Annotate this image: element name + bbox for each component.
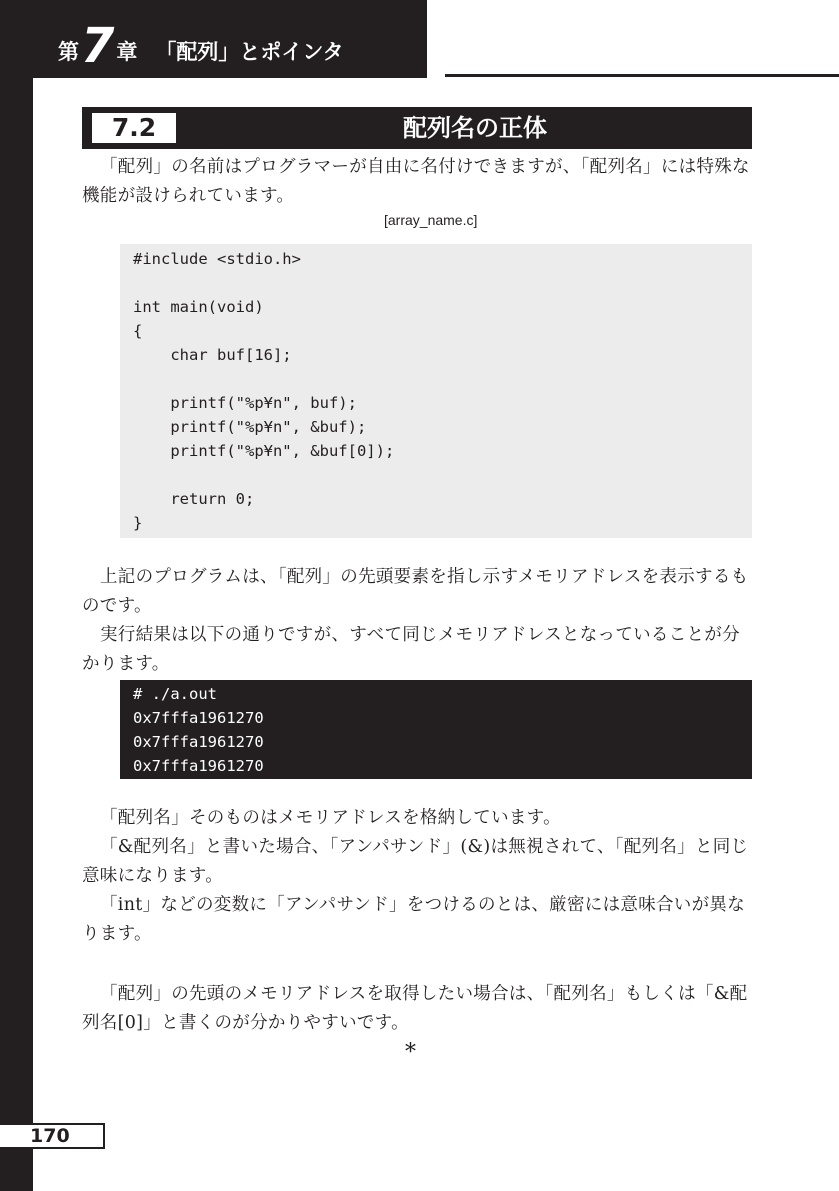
section-number: 7.2 bbox=[92, 113, 176, 143]
intro-paragraph: 「配列」の名前はプログラマーが自由に名付けできますが、「配列名」には特殊な機能が設けられています。 bbox=[82, 157, 750, 206]
terminal-output bbox=[120, 680, 752, 779]
terminal-text: # ./a.out 0x7fffa1961270 0x7fffa1961270 0x7fffa1961270 bbox=[133, 685, 264, 775]
section-end-separator: * bbox=[405, 1040, 416, 1065]
page-number: 170 bbox=[0, 1123, 105, 1149]
left-margin-bar bbox=[0, 0, 33, 1191]
chapter-prefix: 第 bbox=[58, 40, 79, 64]
paragraph-3: 「int」などの変数に「アンパサンド」をつけるのとは、厳密には意味合いが異なります。 bbox=[82, 895, 745, 944]
code-listing bbox=[120, 244, 752, 538]
paragraph-4: 「配列」の先頭のメモリアドレスを取得したい場合は、「配列名」もしくは「&配列名[0]」と書くのが分かりやすいです。 bbox=[82, 984, 748, 1033]
paragraph-1: 「配列名」そのものはメモリアドレスを格納しています。 bbox=[100, 808, 561, 828]
paragraph-2: 「&配列名」と書いた場合、「アンパサンド」(&)は無視されて、「配列名」と同じ意味になります。 bbox=[82, 837, 749, 886]
result-intro-paragraph: 実行結果は以下の通りですが、すべて同じメモリアドレスとなっていることが分かります。 bbox=[82, 625, 740, 674]
code-text: #include <stdio.h> int main(void) { char buf[16]; printf("%p¥n", buf); printf("%p¥n", &buf); printf("%p¥n", &buf[0]); return 0; } bbox=[133, 250, 395, 532]
header-rule bbox=[445, 74, 839, 77]
after-code-paragraph: 上記のプログラムは、「配列」の先頭要素を指し示すメモリアドレスを表示するものです。 bbox=[82, 567, 749, 616]
chapter-number: 7 bbox=[81, 18, 115, 74]
chapter-title: 「配列」とポインタ bbox=[155, 40, 344, 64]
code-filename: [array_name.c] bbox=[384, 212, 478, 228]
section-title: 配列名の正体 bbox=[403, 114, 547, 142]
chapter-suffix: 章 bbox=[116, 40, 138, 64]
chapter-heading bbox=[58, 18, 344, 74]
